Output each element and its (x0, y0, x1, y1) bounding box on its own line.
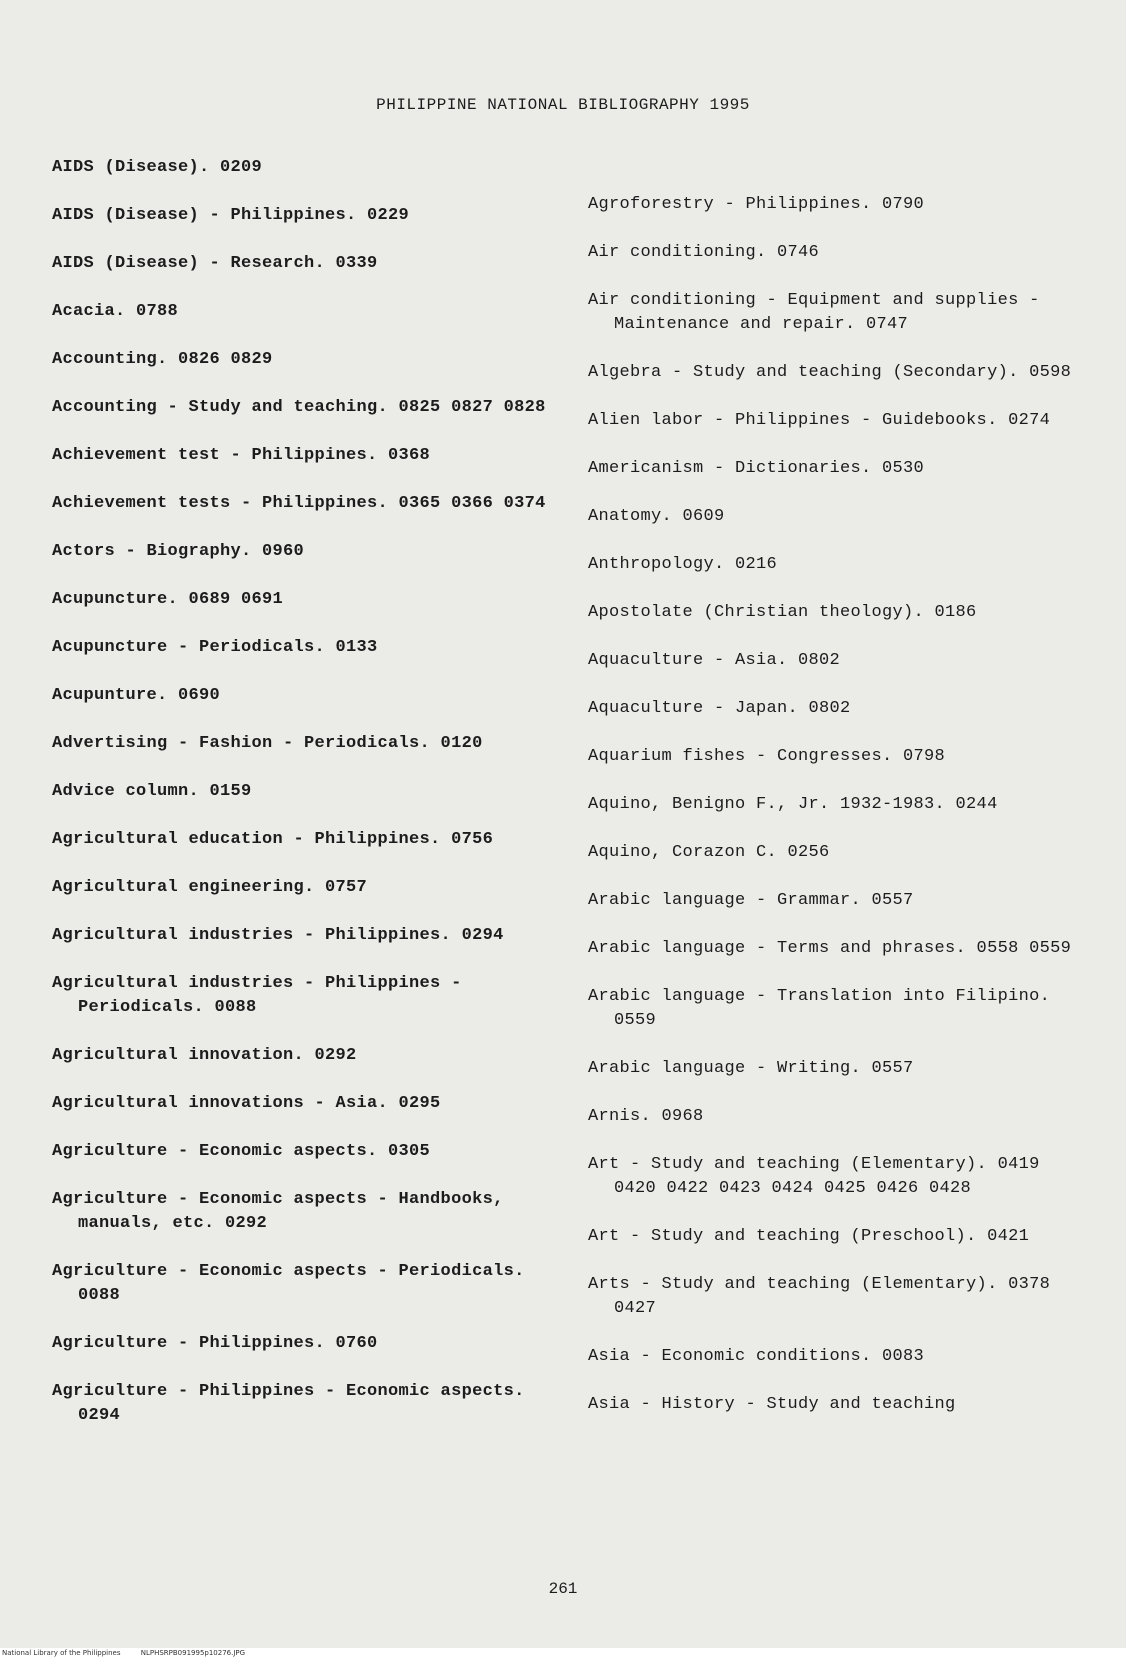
index-entry: Arabic language - Writing. 0557 (588, 1059, 914, 1078)
index-entry: Art - Study and teaching (Preschool). 0421 (588, 1227, 1030, 1246)
index-entry: Acacia. 0788 (52, 302, 179, 321)
index-entry: Asia - Economic conditions. 0083 (588, 1347, 925, 1366)
index-entry: Acupunture. 0690 (52, 686, 221, 705)
index-entry: Arnis. 0968 (588, 1107, 704, 1126)
index-entry: Aquino, Benigno F., Jr. 1932-1983. 0244 (588, 795, 998, 814)
index-entry: Arabic language - Terms and phrases. 0558 0559 (588, 939, 1072, 958)
index-entry: Apostolate (Christian theology). 0186 (588, 603, 977, 622)
index-entry: Acupuncture. 0689 0691 (52, 590, 284, 609)
index-entry: Achievement test - Philippines. 0368 (52, 446, 431, 465)
index-entry: Agricultural education - Philippines. 0756 (52, 830, 494, 849)
index-entry: Agricultural innovation. 0292 (52, 1046, 357, 1065)
index-entry: Advice column. 0159 (52, 782, 252, 801)
index-entry: Agriculture - Philippines - Economic aspects. 0294 (52, 1382, 525, 1425)
index-entry: Actors - Biography. 0960 (52, 542, 305, 561)
index-entry: Aquaculture - Japan. 0802 (588, 699, 851, 718)
index-entry: Accounting - Study and teaching. 0825 0827 0828 (52, 398, 546, 417)
index-entry: Aquaculture - Asia. 0802 (588, 651, 841, 670)
index-entry: Air conditioning. 0746 (588, 243, 820, 262)
index-entry: Advertising - Fashion - Periodicals. 0120 (52, 734, 483, 753)
index-entry: Algebra - Study and teaching (Secondary). 0598 (588, 363, 1072, 382)
left-column (52, 156, 552, 1452)
index-entry: Anatomy. 0609 (588, 507, 725, 526)
index-entry: AIDS (Disease) - Research. 0339 (52, 254, 378, 273)
index-entry: Agriculture - Economic aspects. 0305 (52, 1142, 431, 1161)
library-credit: National Library of the Philippines (2, 1649, 121, 1657)
index-entry: Arabic language - Grammar. 0557 (588, 891, 914, 910)
right-column (588, 193, 1078, 1441)
index-entry: Agricultural industries - Philippines. 0294 (52, 926, 504, 945)
index-entry: Agriculture - Economic aspects - Handbooks, manuals, etc. 0292 (52, 1190, 504, 1233)
index-entry: AIDS (Disease) - Philippines. 0229 (52, 206, 410, 225)
index-entry: AIDS (Disease). 0209 (52, 158, 263, 177)
index-entry: Art - Study and teaching (Elementary). 0419 0420 0422 0423 0424 0425 0426 0428 (588, 1155, 1040, 1198)
scan-footer (0, 1648, 1126, 1658)
index-entry: Agricultural industries - Philippines - Periodicals. 0088 (52, 974, 462, 1017)
index-entry: Agriculture - Philippines. 0760 (52, 1334, 378, 1353)
index-entry: Arabic language - Translation into Filipino. 0559 (588, 987, 1051, 1030)
index-entry: Aquarium fishes - Congresses. 0798 (588, 747, 946, 766)
image-filename: NLPHSRPB091995p10276.JPG (140, 1649, 246, 1657)
index-entry: Achievement tests - Philippines. 0365 0366 0374 (52, 494, 546, 513)
index-entry: Agroforestry - Philippines. 0790 (588, 195, 925, 214)
index-entry: Accounting. 0826 0829 (52, 350, 273, 369)
index-entry: Alien labor - Philippines - Guidebooks. 0274 (588, 411, 1051, 430)
index-entry: Agriculture - Economic aspects - Periodicals. 0088 (52, 1262, 525, 1305)
page-number: 261 (548, 1580, 578, 1598)
index-entry: Agricultural engineering. 0757 (52, 878, 368, 897)
index-entry: Air conditioning - Equipment and supplies - Maintenance and repair. 0747 (588, 291, 1040, 334)
index-entry: Anthropology. 0216 (588, 555, 778, 574)
index-entry: Agricultural innovations - Asia. 0295 (52, 1094, 441, 1113)
index-entry: Aquino, Corazon C. 0256 (588, 843, 830, 862)
index-entry: Acupuncture - Periodicals. 0133 (52, 638, 378, 657)
page-header: PHILIPPINE NATIONAL BIBLIOGRAPHY 1995 (376, 96, 750, 114)
index-entry: Arts - Study and teaching (Elementary). 0378 0427 (588, 1275, 1051, 1318)
index-entry: Asia - History - Study and teaching (588, 1395, 956, 1414)
index-entry: Americanism - Dictionaries. 0530 (588, 459, 925, 478)
